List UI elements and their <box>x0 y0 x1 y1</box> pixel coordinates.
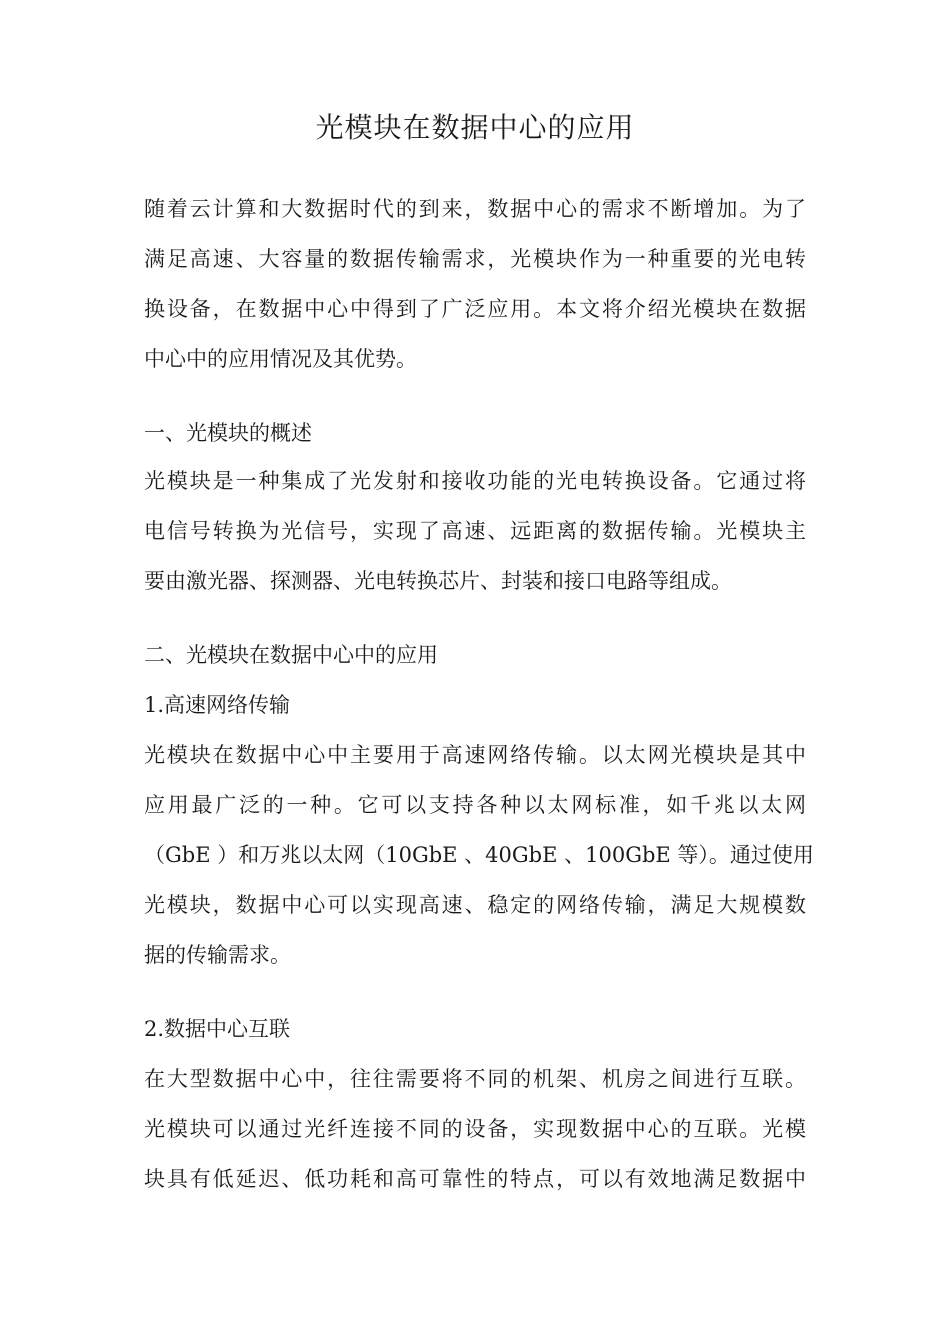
subsection-heading: 2.数据中心互联 <box>144 1017 291 1041</box>
intro-line: 中心中的应用情况及其优势。 <box>144 347 417 371</box>
section1-line: 光模块是一种集成了光发射和接收功能的光电转换设备。它通过将 <box>144 469 806 493</box>
intro-line: 随着云计算和大数据时代的到来，数据中心的需求不断增加。为了 <box>144 197 806 221</box>
subsection1-line: 应用最广泛的一种。它可以支持各种以太网标准，如千兆以太网 <box>144 793 806 817</box>
subsection1-line: 光模块，数据中心可以实现高速、稳定的网络传输，满足大规模数 <box>144 893 806 917</box>
intro-line: 满足高速、大容量的数据传输需求，光模块作为一种重要的光电转 <box>144 247 806 271</box>
subsection1-line: （GbE ）和万兆以太网（10GbE 、40GbE 、100GbE 等）。通过使用 <box>144 843 814 867</box>
section-heading: 二、光模块在数据中心中的应用 <box>144 643 438 667</box>
section1-line: 要由激光器、探测器、光电转换芯片、封装和接口电路等组成。 <box>144 569 732 593</box>
section-heading: 一、光模块的概述 <box>144 421 312 445</box>
subsection2-line: 光模块可以通过光纤连接不同的设备，实现数据中心的互联。光模 <box>144 1117 806 1141</box>
subsection1-line: 据的传输需求。 <box>144 943 291 967</box>
subsection2-line: 块具有低延迟、低功耗和高可靠性的特点，可以有效地满足数据中 <box>144 1167 806 1191</box>
subsection2-line: 在大型数据中心中，往往需要将不同的机架、机房之间进行互联。 <box>144 1067 806 1091</box>
section1-line: 电信号转换为光信号，实现了高速、远距离的数据传输。光模块主 <box>144 519 806 543</box>
subsection-heading: 1.高速网络传输 <box>144 693 291 717</box>
document-title: 光模块在数据中心的应用 <box>315 111 635 144</box>
intro-line: 换设备，在数据中心中得到了广泛应用。本文将介绍光模块在数据 <box>144 297 806 321</box>
subsection1-line: 光模块在数据中心中主要用于高速网络传输。以太网光模块是其中 <box>144 743 806 767</box>
